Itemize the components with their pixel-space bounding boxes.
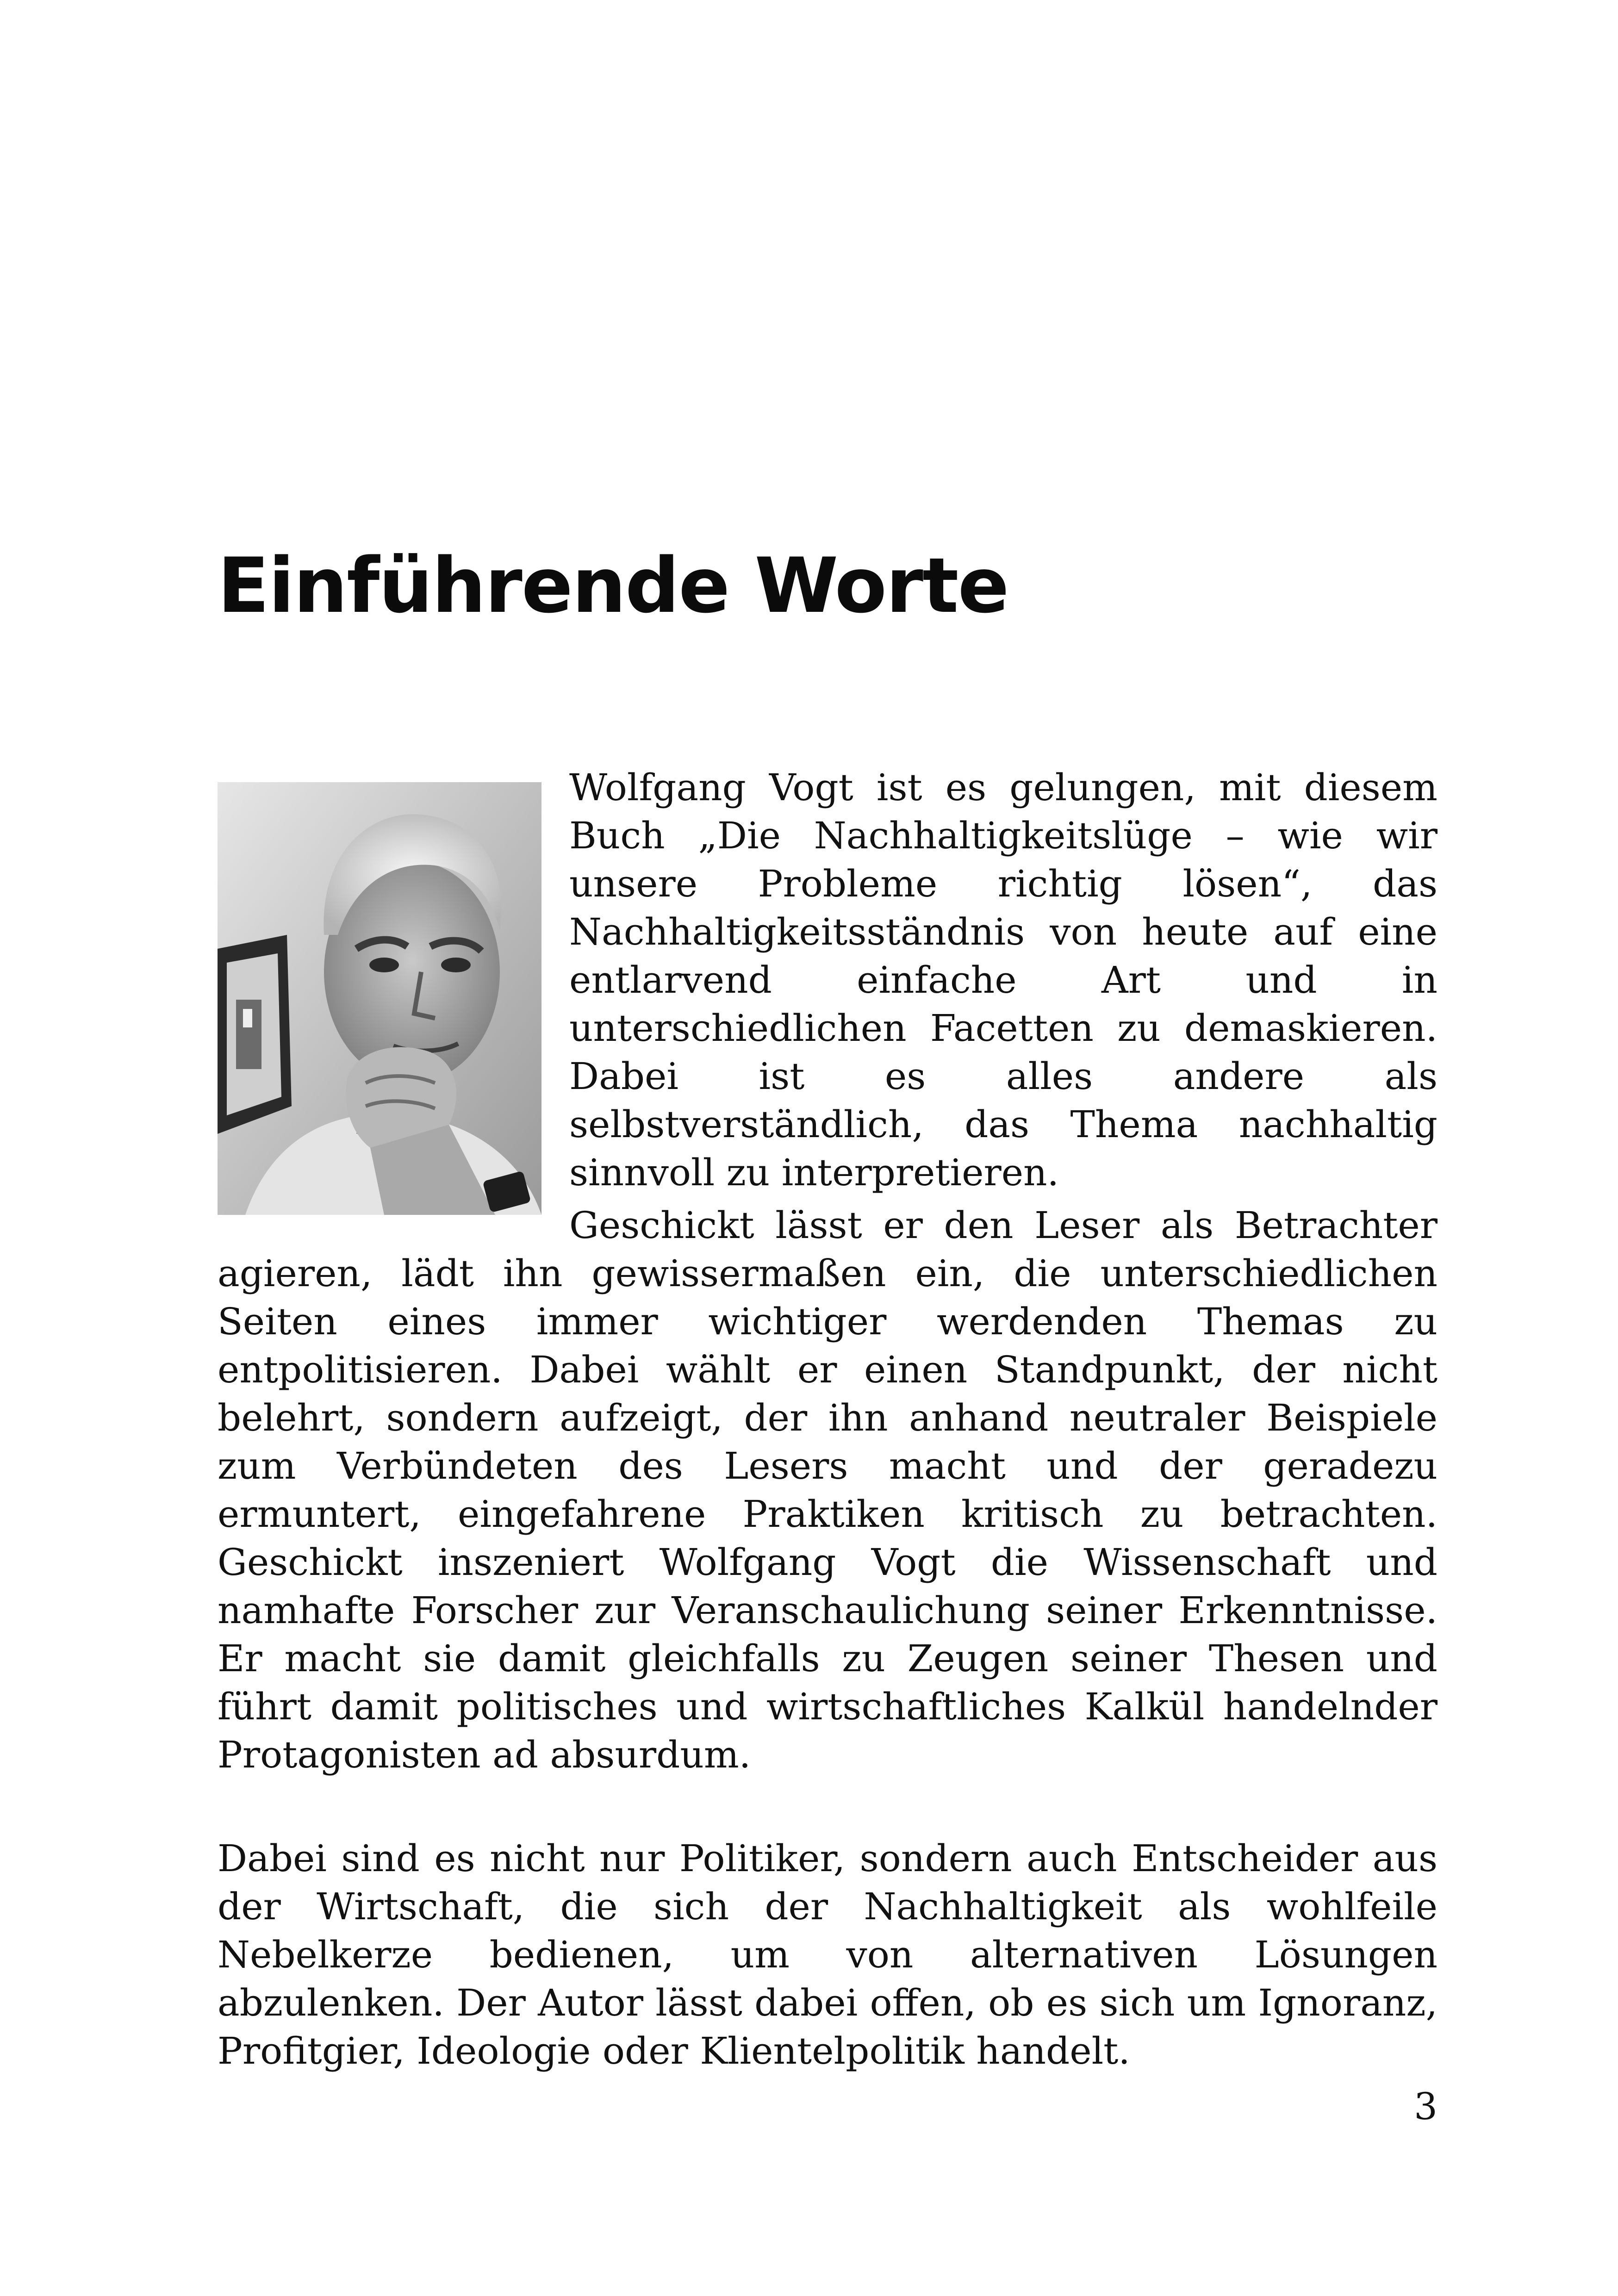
chapter-title: Einführende Worte	[218, 541, 1008, 630]
paragraph-3: Dabei sind es nicht nur Politiker, sondern auch Entscheider aus der Wirtschaft, die sich der Nachhaltigkeit als wohlfeile Nebelkerze bedienen, um von alternativen Lösungen abzulenken. Der Autor lässt dabei offen, ob es sich um Ignoranz, Profitgier, Ideologie oder Klientelpolitik handelt.	[218, 1837, 1438, 2072]
paragraph-2: Geschickt lässt er den Leser als Betrachter agieren, lädt ihn gewissermaßen ein, die unterschiedlichen Seiten eines immer wichtiger werdenden Themas zu entpolitisieren. Dabei wählt er einen Standpunkt, der nicht belehrt, sondern aufzeigt, der ihn anhand neutraler Beispiele zum Verbündeten des Lesers macht und der geradezu ermuntert, eingefahrene Praktiken kritisch zu betrachten. Geschickt inszeniert Wolfgang Vogt die Wissenschaft und namhafte Forscher zur Veranschaulichung seiner Erkenntnisse. Er macht sie damit gleichfalls zu Zeugen seiner Thesen und führt damit politisches und wirtschaftliches Kalkül handelnder Protagonisten ad absurdum.	[218, 1204, 1438, 1776]
author-photo-icon	[218, 782, 541, 1215]
author-photo	[218, 782, 541, 1215]
page-number: 3	[1414, 2085, 1438, 2128]
body-text	[218, 764, 1438, 2075]
paragraph-1: Wolfgang Vogt ist es gelungen, mit diesem Buch „Die Nachhaltigkeitslüge – wie wir unsere Probleme richtig lösen“, das Nachhaltigkeitsständnis von heute auf eine entlarvend einfache Art und in unterschiedlichen Facetten zu demaskieren. Dabei ist es alles andere als selbstverständlich, das Thema nachhaltig sinnvoll zu interpretieren.	[569, 766, 1438, 1194]
